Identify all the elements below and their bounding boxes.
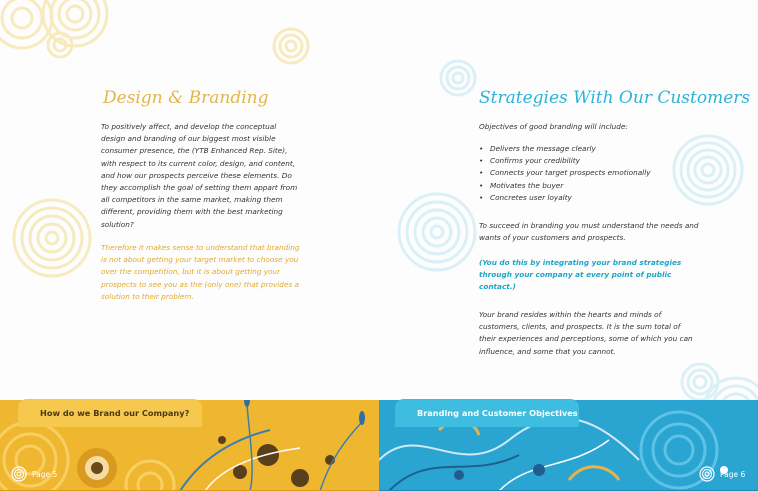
needs-paragraph: To succeed in branding you must understand the needs and wants of your customers and prospects. [479,221,699,243]
list-item: • Connects your target prospects emotionally [479,167,699,179]
page-number [699,466,745,482]
concentric-circle-icon [11,466,27,482]
list-item: • Confirms your credibility [479,155,699,167]
page-number [11,466,57,482]
objectives-intro: Objectives of good branding will include: [479,122,628,131]
section-tab: Branding and Customer Objectives [395,399,579,427]
objectives-list [479,143,699,204]
list-item: • Motivates the buyer [479,180,699,192]
closing-paragraph: Your brand resides within the hearts and minds of customers, clients, and prospects. It is the sum total of their experiences and perceptions, some of which you can influence, and some that you cannot. [479,310,693,356]
concentric-circle-icon [699,466,715,482]
list-item: • Concretes user loyalty [479,192,699,204]
list-item: • Delivers the message clearly [479,143,699,155]
page-title: Design & Branding [103,88,269,108]
section-tab: How do we Brand our Company? [18,399,202,427]
page-title: Strategies With Our Customers [479,88,751,108]
intro-paragraph: To positively affect, and develop the conceptual design and branding of our biggest most visible consumer presence, the (YTB Enhanced Rep. Site), with respect to its current color, design, and content, and how our prospects perceive these elements. Do they accomplish the goal of setting them appart from all competitors in the same market, making them different, providing them with the best marketing solution? [101,122,298,229]
highlight-paragraph: (You do this by integrating your brand strategies through your company at every point of public contact.) [479,258,682,292]
page-number-label: Page 6 [720,469,746,479]
highlight-paragraph: Therefore it makes sense to understand that branding is not about getting your target market to choose you over the competition, but it is about getting your prospects to see you as the (only one) that provides a solution to their problem. [101,243,300,301]
page-number-label: Page 5 [32,469,58,479]
